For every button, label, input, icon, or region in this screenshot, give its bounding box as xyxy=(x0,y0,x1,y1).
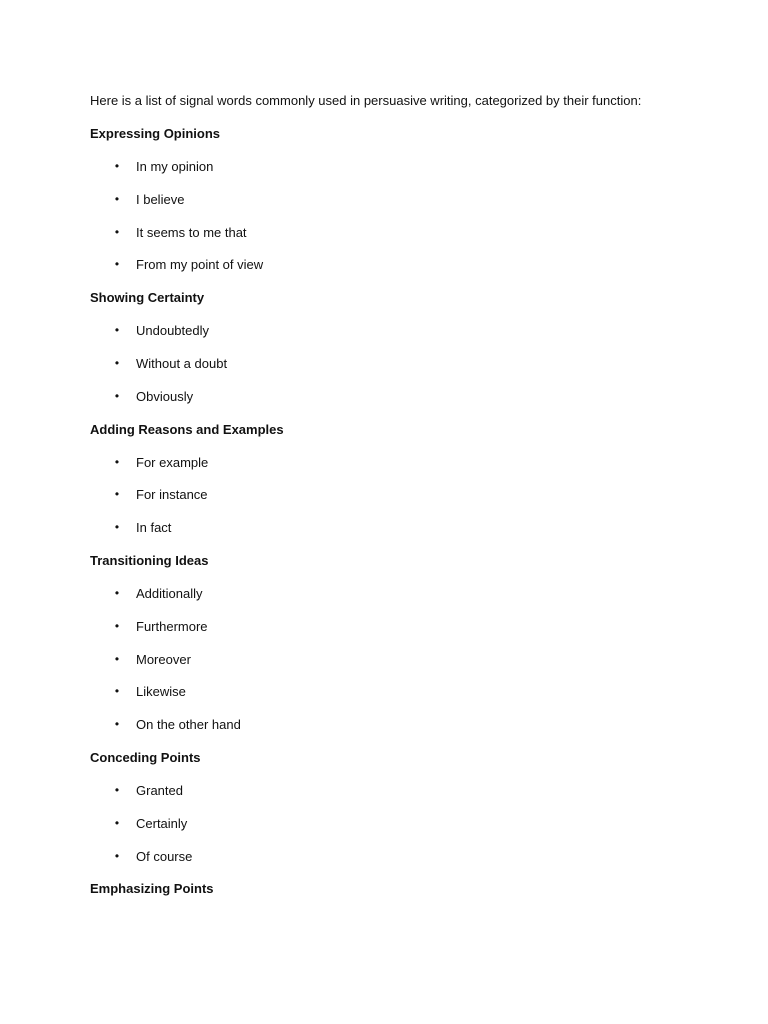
bullet-list xyxy=(90,585,730,749)
list-item-text: Without a doubt xyxy=(136,355,228,371)
list-item xyxy=(90,355,730,388)
list-item xyxy=(90,158,730,191)
list-item-text: For instance xyxy=(136,487,208,503)
list-item-text: In fact xyxy=(136,520,172,536)
list-item xyxy=(90,815,730,848)
list-item-text: Furthermore xyxy=(136,618,208,634)
list-item xyxy=(90,782,730,815)
list-item-text: It seems to me that xyxy=(136,224,247,240)
list-item xyxy=(90,388,730,421)
bullet-icon: • xyxy=(114,191,120,206)
list-item-text: Undoubtedly xyxy=(136,323,209,339)
list-item xyxy=(90,848,730,881)
list-item-text: Certainly xyxy=(136,815,188,831)
bullet-icon: • xyxy=(114,618,120,633)
list-item-text: Moreover xyxy=(136,651,191,667)
list-item-text: Of course xyxy=(136,848,193,864)
bullet-icon: • xyxy=(114,323,120,338)
list-item xyxy=(90,716,730,749)
document-body xyxy=(90,92,730,913)
list-item xyxy=(90,224,730,257)
bullet-icon: • xyxy=(114,388,120,403)
bullet-icon: • xyxy=(114,651,120,666)
list-item-text: Additionally xyxy=(136,585,203,601)
bullet-icon: • xyxy=(114,585,120,600)
list-item xyxy=(90,486,730,519)
list-item-text: I believe xyxy=(136,191,185,207)
list-item-text: From my point of view xyxy=(136,257,264,273)
bullet-icon: • xyxy=(114,159,120,173)
section-heading: Showing Certainty xyxy=(90,290,205,306)
bullet-icon: • xyxy=(114,257,120,272)
section-heading: Transitioning Ideas xyxy=(90,552,209,568)
bullet-list xyxy=(90,454,730,552)
list-item-text: Granted xyxy=(136,782,183,798)
bullet-icon: • xyxy=(114,487,120,502)
bullet-icon: • xyxy=(114,355,120,370)
list-item-text: For example xyxy=(136,454,209,470)
bullet-icon: • xyxy=(114,224,120,239)
list-item xyxy=(90,191,730,224)
bullet-icon: • xyxy=(114,454,120,469)
list-item-text: Obviously xyxy=(136,388,194,404)
list-item xyxy=(90,519,730,552)
bullet-list xyxy=(90,158,730,289)
list-item-text: In my opinion xyxy=(136,159,214,174)
list-item xyxy=(90,454,730,487)
bullet-icon: • xyxy=(114,717,120,732)
list-item xyxy=(90,585,730,618)
list-item xyxy=(90,256,730,289)
bullet-icon: • xyxy=(114,520,120,535)
list-item xyxy=(90,651,730,684)
bullet-icon: • xyxy=(114,684,120,699)
list-item-text: On the other hand xyxy=(136,717,241,733)
bullet-icon: • xyxy=(114,848,120,863)
section-heading: Adding Reasons and Examples xyxy=(90,421,284,437)
bullet-icon: • xyxy=(114,782,120,797)
section-heading: Expressing Opinions xyxy=(90,126,221,141)
list-item-text: Likewise xyxy=(136,684,186,700)
list-item xyxy=(90,322,730,355)
bullet-list xyxy=(90,782,730,880)
bullet-list xyxy=(90,322,730,420)
section-heading: Conceding Points xyxy=(90,749,201,765)
section-heading: Emphasizing Points xyxy=(90,881,214,897)
intro-paragraph: Here is a list of signal words commonly used in persuasive writing, categorized by their function: xyxy=(90,93,642,108)
section-list xyxy=(90,125,730,913)
list-item xyxy=(90,618,730,651)
bullet-icon: • xyxy=(114,815,120,830)
list-item xyxy=(90,683,730,716)
